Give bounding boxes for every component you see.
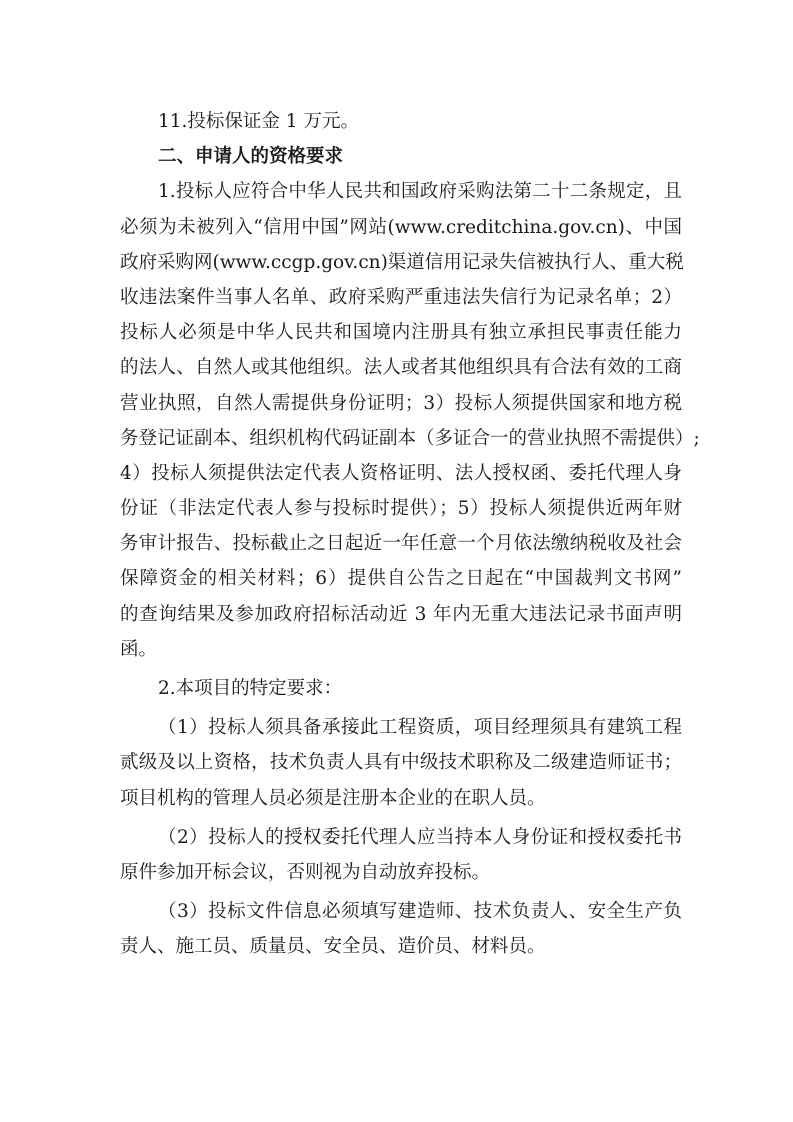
paragraph-line: 1.投标人应符合中华人民共和国政府采购法第二十二条规定，且 bbox=[158, 181, 682, 203]
paragraph-line: 贰级及以上资格，技术负责人具有中级技术职称及二级建造师证书； bbox=[120, 752, 682, 774]
paragraph-line: 原件参加开标会议，否则视为自动放弃投标。 bbox=[120, 861, 491, 883]
paragraph-line: 务登记证副本、组织机构代码证副本（多证合一的营业执照不需提供）; bbox=[120, 427, 700, 449]
item-2-heading: 2.本项目的特定要求： bbox=[158, 678, 343, 699]
document-page bbox=[120, 104, 700, 965]
paragraph-line: 保障资金的相关材料；6）提供自公告之日起在“中国裁判文书网” bbox=[120, 568, 682, 590]
paragraph-line: （3）投标文件信息必须填写建造师、技术负责人、安全生产负 bbox=[158, 901, 682, 923]
item-11-deposit: 11.投标保证金 1 万元。 bbox=[158, 111, 359, 132]
paragraph-line: 收违法案件当事人名单、政府采购严重违法失信行为记录名单；2） bbox=[120, 286, 682, 308]
requirement-3 bbox=[120, 894, 682, 964]
paragraph-line: 的法人、自然人或其他组织。法人或者其他组织具有合法有效的工商 bbox=[120, 357, 682, 379]
requirement-2 bbox=[120, 820, 682, 890]
paragraph-line: 营业执照，自然人需提供身份证明；3）投标人须提供国家和地方税 bbox=[120, 392, 682, 414]
paragraph-line: 份证（非法定代表人参与投标时提供）；5）投标人须提供近两年财 bbox=[120, 498, 682, 520]
paragraph-line: （1）投标人须具备承接此工程资质，项目经理须具有建筑工程 bbox=[158, 717, 682, 739]
requirement-1 bbox=[120, 710, 682, 816]
paragraph-line: 投标人必须是中华人民共和国境内注册具有独立承担民事责任能力 bbox=[120, 322, 682, 344]
paragraph-line: 务审计报告、投标截止之日起近一年任意一个月依法缴纳税收及社会 bbox=[120, 533, 682, 555]
paragraph-line: （2）投标人的授权委托代理人应当持本人身份证和授权委托书 bbox=[158, 826, 682, 848]
paragraph-line: 责人、施工员、质量员、安全员、造价员、材料员。 bbox=[120, 936, 546, 958]
paragraph-line: 必须为未被列入“信用中国”网站(www.creditchina.gov.cn)、中国 bbox=[120, 216, 682, 238]
paragraph-general-requirements bbox=[120, 174, 700, 667]
paragraph-line: 4）投标人须提供法定代表人资格证明、法人授权函、委托代理人身 bbox=[120, 462, 682, 484]
paragraph-line: 的查询结果及参加政府招标活动近 3 年内无重大违法记录书面声明 bbox=[120, 603, 682, 625]
paragraph-line: 政府采购网(www.ccgp.gov.cn)渠道信用记录失信被执行人、重大税 bbox=[120, 251, 684, 273]
section-heading-qualifications: 二、申请人的资格要求 bbox=[158, 146, 344, 168]
paragraph-line: 函。 bbox=[120, 638, 158, 660]
paragraph-line: 项目机构的管理人员必须是注册本企业的在职人员。 bbox=[120, 787, 546, 809]
